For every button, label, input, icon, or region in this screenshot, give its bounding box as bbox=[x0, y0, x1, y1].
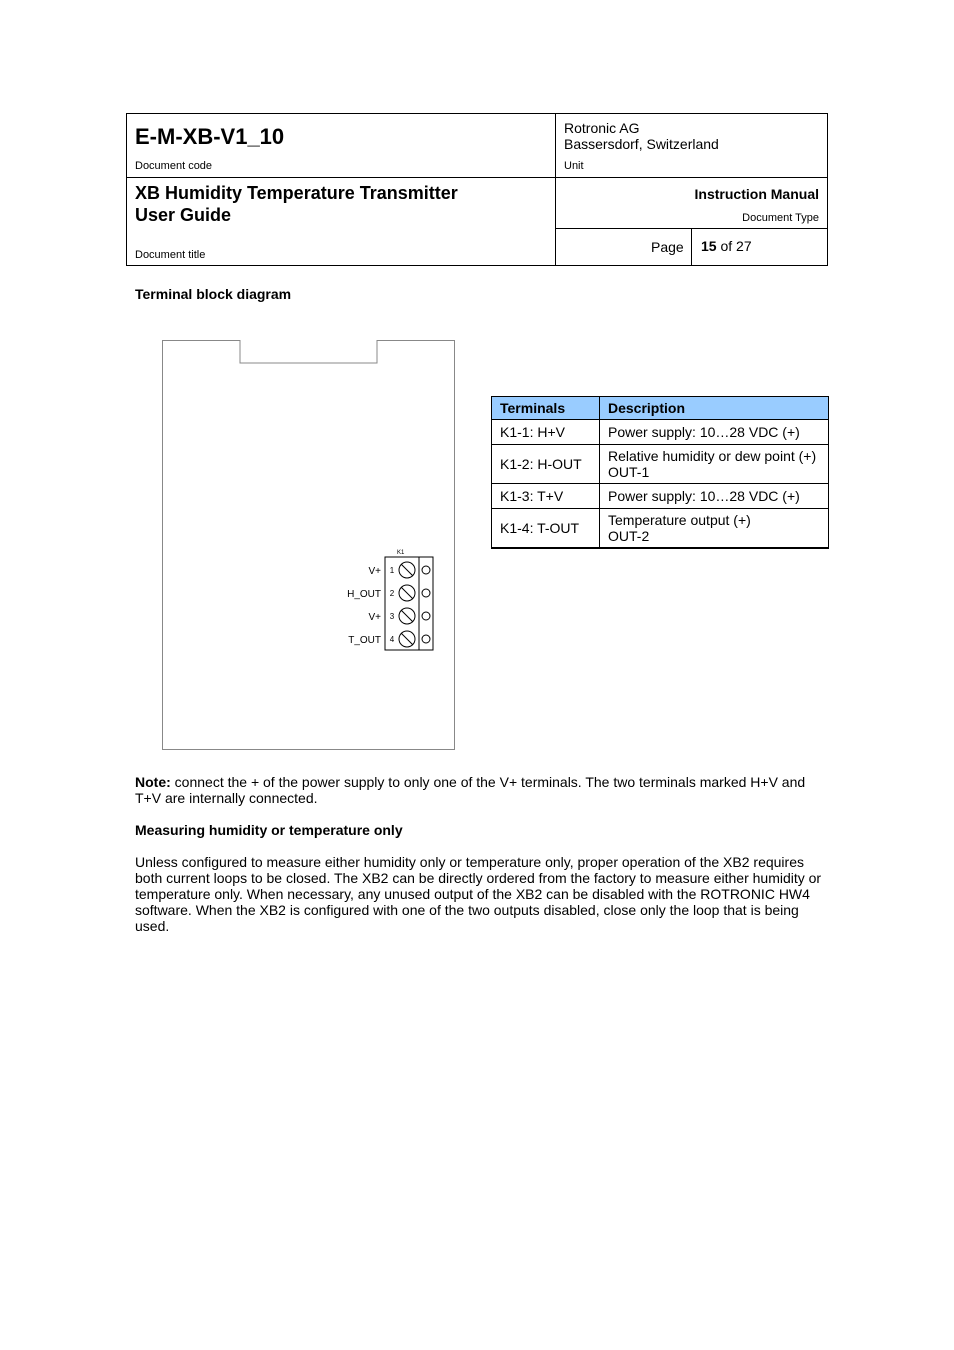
screw-slot bbox=[401, 564, 413, 576]
document-title-label: Document title bbox=[135, 249, 206, 261]
table-header-terminals: Terminals bbox=[492, 397, 600, 420]
terminals-table bbox=[491, 396, 829, 549]
screw-slot bbox=[401, 610, 413, 622]
terminal-block-diagram bbox=[160, 338, 460, 753]
wire-entry-hole bbox=[422, 612, 430, 620]
table-header-description: Description bbox=[600, 397, 829, 420]
terminal-block-heading: Terminal block diagram bbox=[135, 286, 292, 302]
document-code-label: Document code bbox=[135, 160, 213, 172]
table-row bbox=[492, 445, 829, 484]
terminal-number: 2 bbox=[389, 589, 395, 598]
wire-entry-hole bbox=[422, 566, 430, 574]
description-line: Power supply: 10…28 VDC (+) bbox=[608, 488, 800, 504]
wire-entry-hole bbox=[422, 635, 430, 643]
screw-slot bbox=[401, 633, 413, 645]
table-row bbox=[492, 509, 829, 549]
terminal-label: H_OUT bbox=[347, 589, 381, 600]
description-line: OUT-2 bbox=[608, 528, 650, 544]
note-text: connect the + of the power supply to only one of the V+ terminals. The two terminals marked H+V and T+V are internally connected. bbox=[135, 774, 806, 806]
measuring-heading: Measuring humidity or temperature only bbox=[135, 822, 403, 838]
page-total: of 27 bbox=[720, 238, 752, 254]
terminal-cell: K1-3: T+V bbox=[492, 484, 600, 509]
header-divider bbox=[555, 114, 556, 265]
terminal-number: 4 bbox=[389, 635, 395, 644]
note-label: Note: bbox=[135, 774, 171, 790]
screw-slot bbox=[401, 587, 413, 599]
header-divider bbox=[691, 229, 692, 265]
description-cell bbox=[600, 509, 829, 549]
unit-label: Unit bbox=[564, 160, 584, 172]
table-row bbox=[492, 420, 829, 445]
document-header bbox=[126, 113, 828, 266]
header-divider bbox=[127, 177, 827, 178]
connector-label: K1 bbox=[397, 550, 405, 556]
housing-outline bbox=[163, 341, 455, 750]
terminal-label: V+ bbox=[368, 612, 381, 623]
page-number bbox=[701, 238, 752, 254]
document-type-label: Document Type bbox=[742, 212, 819, 224]
description-line: Relative humidity or dew point (+) bbox=[608, 448, 817, 464]
description-cell bbox=[600, 445, 829, 484]
terminal-number: 3 bbox=[389, 612, 395, 621]
wire-entry-hole bbox=[422, 589, 430, 597]
terminal-number: 1 bbox=[389, 566, 395, 575]
table-row bbox=[492, 484, 829, 509]
description-line: Temperature output (+) bbox=[608, 512, 751, 528]
page-current: 15 bbox=[701, 238, 717, 254]
unit-line-1: Rotronic AG bbox=[564, 120, 640, 136]
document-title-line-2: User Guide bbox=[135, 205, 232, 225]
document-title-line-1: XB Humidity Temperature Transmitter bbox=[135, 183, 458, 203]
description-cell bbox=[600, 420, 829, 445]
description-line: Power supply: 10…28 VDC (+) bbox=[608, 424, 800, 440]
description-line: OUT-1 bbox=[608, 464, 650, 480]
measuring-paragraph: Unless configured to measure either humidity only or temperature only, proper operation of the XB2 requires both current loops to be closed. The XB2 can be directly ordered from the factory to measure either humidity or temperature only. When necessary, any unused output of the XB2 can be disabled with the ROTRONIC HW4 software. When the XB2 is configured with one of the two outputs disabled, close only the loop that is being used. bbox=[135, 854, 822, 934]
description-cell bbox=[600, 484, 829, 509]
terminal-cell: K1-2: H-OUT bbox=[492, 445, 600, 484]
unit-line-2: Bassersdorf, Switzerland bbox=[564, 136, 719, 152]
terminal-label: V+ bbox=[368, 566, 381, 577]
document-title bbox=[135, 182, 545, 226]
document-code: E-M-XB-V1_10 bbox=[135, 124, 285, 149]
table-header-row bbox=[492, 397, 829, 420]
terminal-label: T_OUT bbox=[348, 635, 381, 646]
terminal-cell: K1-4: T-OUT bbox=[492, 509, 600, 549]
terminal-cell: K1-1: H+V bbox=[492, 420, 600, 445]
document-type: Instruction Manual bbox=[694, 186, 819, 202]
note-paragraph bbox=[135, 774, 825, 806]
page-label: Page bbox=[651, 239, 684, 255]
unit-name bbox=[564, 120, 719, 152]
